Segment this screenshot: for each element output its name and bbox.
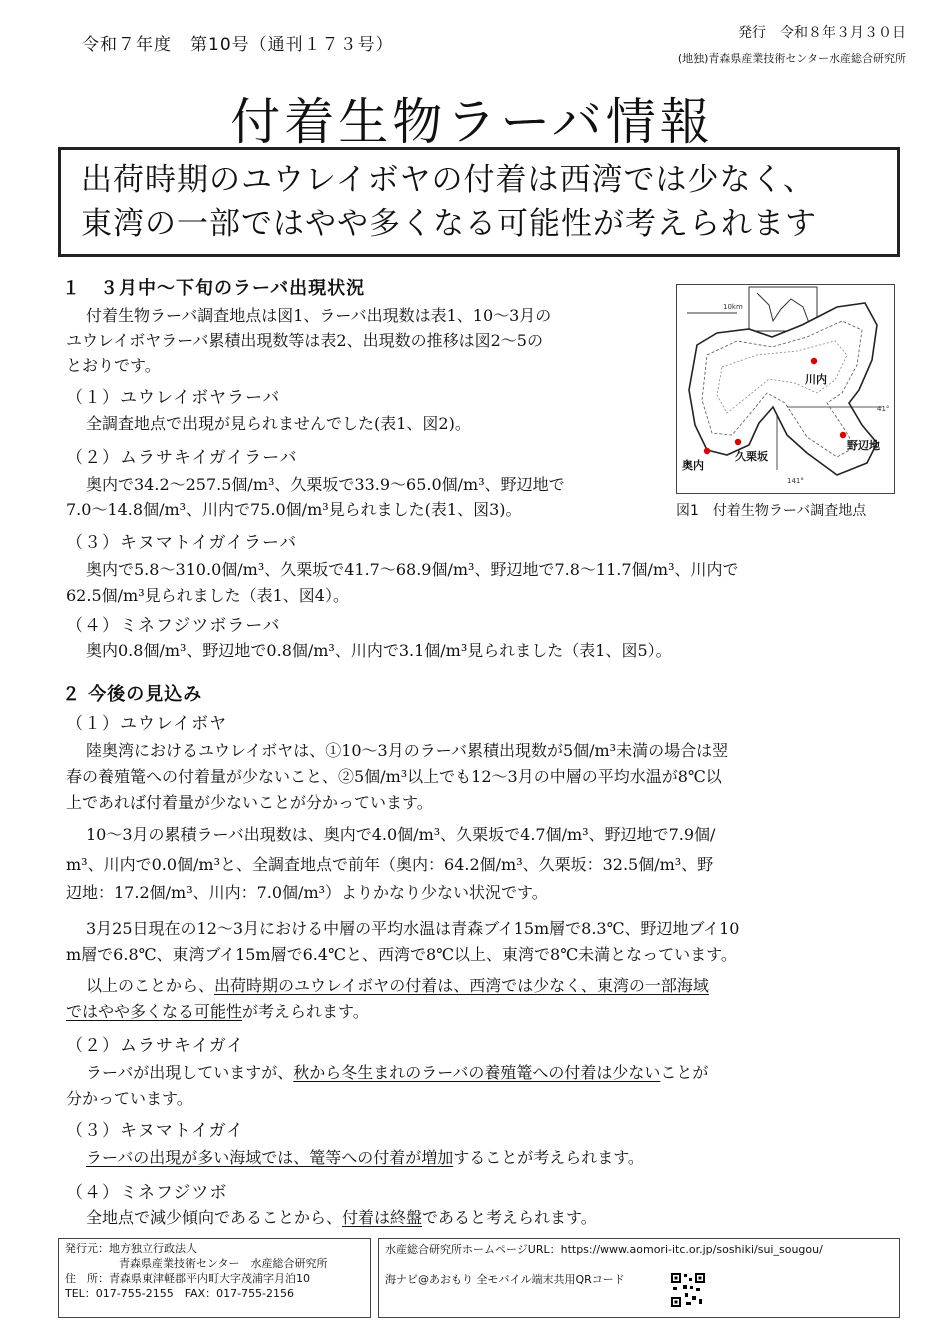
s2-sub2-line1 (86, 1060, 708, 1085)
station-kuribazaka-marker (735, 439, 741, 445)
s2-sub1-title: （１）ユウレイボヤ (66, 714, 228, 734)
issue-number: 令和７年度 第10号（通刊１７３号） (82, 35, 394, 55)
section1-intro-1: 付着生物ラーバ調査地点は図1、ラーバ出現数は表1、10～3月の (86, 306, 552, 325)
longitude-label: 141° (787, 477, 804, 485)
station-kawauchi-label: 川内 (805, 373, 827, 386)
s2-p4-underline-1: 出荷時期のユウレイボヤの付着は、西湾では少なく、東湾の一部海域 (214, 976, 709, 995)
s2-sub2-title: （２）ムラサキイガイ (66, 1036, 245, 1056)
s2-p1-line1: 陸奥湾におけるユウレイボヤは、①10～3月のラーバ累積出現数が5個/m³未満の場合は翌 (86, 741, 729, 760)
s2-sub4-text-a: 全地点で減少傾向であることから、 (86, 1208, 343, 1227)
s2-sub2-text-b: ことが (660, 1063, 709, 1082)
section1-intro-3: とおりです。 (66, 356, 161, 375)
s2-sub2-underline: 秋から冬生まれのラーバの養殖篭への付着は少ない (293, 1063, 661, 1082)
s1-sub2-text-2: 7.0～14.8個/m³、川内で75.0個/m³見られました(表1、図3)。 (66, 500, 522, 519)
footer-url[interactable]: 水産総合研究所ホームページURL：https://www.aomori-itc.or.jp/soshiki/sui_sougou/ (385, 1243, 823, 1256)
footer-qr-label: 海ナビ@あおもり 全モバイル端末共用QRコード (385, 1273, 625, 1286)
s2-sub4-underline: 付着は終盤 (342, 1208, 423, 1227)
s1-sub4-title: （４）ミネフジツボラーバ (66, 616, 281, 636)
s2-p3-line1: 3月25日現在の12～3月における中層の平均水温は青森ブイ15m層で8.3℃、野辺地ブイ10 (86, 919, 740, 938)
latitude-label: 41° (877, 405, 890, 413)
s2-sub4-title: （４）ミネフジツボ (66, 1183, 228, 1203)
footer-contact-box (58, 1238, 371, 1318)
headline-line-2: 東湾の一部ではやや多くなる可能性が考えられます (81, 206, 817, 242)
s1-sub2-title: （２）ムラサキイガイラーバ (66, 448, 298, 468)
s1-sub1-text: 全調査地点で出現が見られませんでした(表1、図2)。 (86, 414, 471, 433)
footer-issuer: 発行元：地方独立行政法人 (65, 1242, 197, 1255)
s2-p4-text-b: が考えられます。 (242, 1002, 369, 1021)
s1-sub4-text: 奥内0.8個/m³、野辺地で0.8個/m³、川内で3.1個/m³見られました（表1、図5）。 (86, 641, 672, 660)
survey-map (676, 284, 895, 494)
s1-sub1-title: （１）ユウレイボヤラーバ (66, 388, 281, 408)
page-title: 付着生物ラーバ情報 (230, 93, 714, 151)
station-nohechi-label: 野辺地 (847, 439, 880, 452)
s2-p4-line2 (66, 999, 369, 1024)
headline-box (58, 147, 900, 257)
s2-sub3-line1 (86, 1145, 644, 1170)
scale-label: 10km (723, 303, 743, 311)
s2-p4-text-a: 以上のことから、 (86, 976, 215, 995)
s1-sub3-text-1: 奥内で5.8～310.0個/m³、久栗坂で41.7～68.9個/m³、野辺地で7.8～11.7個/m³、川内で (86, 560, 739, 579)
footer-web-box (378, 1238, 900, 1318)
s2-p4-line1 (86, 973, 709, 998)
qr-code-icon[interactable] (670, 1272, 706, 1308)
s2-sub3-text-b: することが考えられます。 (453, 1148, 644, 1167)
s1-sub3-text-2: 62.5個/m³見られました（表1、図4）。 (66, 586, 349, 605)
section1-intro-2: ユウレイボヤラーバ累積出現数等は表2、出現数の推移は図2～5の (66, 331, 543, 350)
s2-sub3-title: （３）キヌマトイガイ (66, 1121, 244, 1141)
station-kawauchi-marker (811, 358, 817, 364)
s1-sub2-text-1: 奥内で34.2～257.5個/m³、久栗坂で33.9～65.0個/m³、野辺地で (86, 475, 565, 494)
s2-sub4-line1 (86, 1205, 597, 1230)
publisher: (地独)青森県産業技術センター水産総合研究所 (677, 52, 906, 65)
station-okunai-label: 奥内 (682, 459, 704, 472)
section2-heading: ２ 今後の見込み (62, 684, 203, 705)
footer-address: 住 所：青森県東津軽郡平内町大字茂浦字月泊10 (65, 1272, 310, 1285)
station-nohechi-marker (840, 432, 846, 438)
s2-sub3-underline: ラーバの出現が多い海域では、篭等への付着が増加 (86, 1148, 454, 1167)
s2-sub2-line2: 分かっています。 (66, 1089, 193, 1108)
footer-phone: TEL：017-755-2155 FAX：017-755-2156 (65, 1287, 295, 1300)
section1-heading: １ ３月中～下旬のラーバ出現状況 (62, 278, 366, 299)
s2-p2-line3: 辺地：17.2個/m³、川内：7.0個/m³）よりかなり少ない状況です。 (66, 883, 548, 902)
s2-sub4-text-b: であると考えられます。 (422, 1208, 597, 1227)
s2-sub2-text-a: ラーバが出現していますが、 (86, 1063, 294, 1082)
headline-line-1: 出荷時期のユウレイボヤの付着は西湾では少なく、 (81, 162, 815, 198)
s2-p1-line2: 春の養殖篭への付着量が少ないこと、②5個/m³以上でも12～3月の中層の平均水温が8℃以 (66, 767, 722, 786)
inset-coastline (757, 293, 809, 323)
station-kuribazaka-label: 久栗坂 (735, 450, 768, 463)
s2-p2-line2: m³、川内で0.0個/m³と、全調査地点で前年（奥内：64.2個/m³、久栗坂：32.5個/m³、野 (66, 855, 714, 874)
figure1-caption: 図1 付着生物ラーバ調査地点 (676, 503, 867, 519)
s2-p1-line3: 上であれば付着量が少ないことが分かっています。 (66, 793, 433, 812)
s2-p4-underline-2: ではやや多くなる可能性 (66, 1002, 243, 1021)
station-okunai-marker (704, 448, 710, 454)
map-graphic (677, 285, 894, 493)
s1-sub3-title: （３）キヌマトイガイラーバ (66, 533, 298, 553)
s2-p2-line1: 10～3月の累積ラーバ出現数は、奥内で4.0個/m³、久栗坂で4.7個/m³、野辺地で7.9個/ (86, 825, 716, 844)
publication-date: 発行 令和８年３月３０日 (738, 25, 906, 41)
s2-p3-line2: m層で6.8℃、東湾ブイ15m層で6.4℃と、西湾で8℃以上、東湾で8℃未満となっています。 (66, 945, 737, 964)
footer-org: 青森県産業技術センター 水産総合研究所 (119, 1257, 328, 1270)
